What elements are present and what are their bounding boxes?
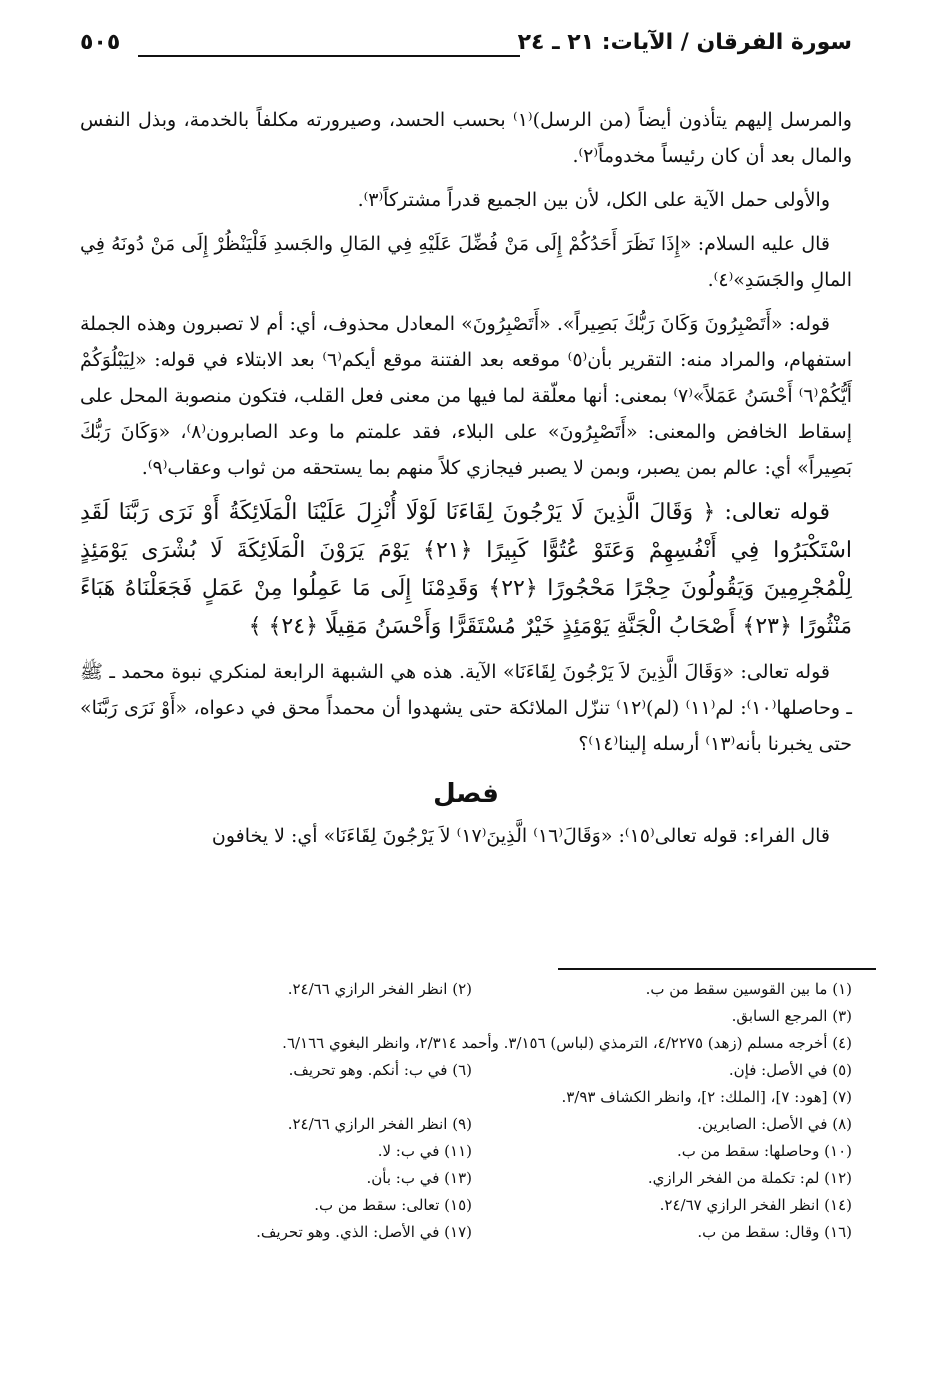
running-title: سورة الفرقان / الآيات: ٢١ ـ ٢٤ xyxy=(517,30,852,55)
footnote-row xyxy=(80,1061,852,1088)
footnote: (١٥) تعالى: سقط من ب. xyxy=(314,1196,472,1214)
footnote: (٧) [هود: ٧]، [الملك: ٢]، وانظر الكشاف ٣/٩٣. xyxy=(561,1088,852,1106)
quran-intro: قوله تعالى: xyxy=(724,500,831,525)
footnote: (١٧) في الأصل: الذي. وهو تحريف. xyxy=(256,1223,472,1241)
paragraph-4: قوله: «أَتَصْبِرُونَ وَكَانَ رَبُّكَ بَصِيراً». «أَتَصْبِرُونَ» المعادل محذوف، أي: أم لا تصبرون وهذه الجملة استفهام، والمراد منه: التقرير بأن⁽٥⁾ موقعه بعد الفتنة موقع أيكم⁽٦⁾ بعد الابتلاء في قوله: «لِيَبْلُوَكُمْ أَيُّكُمْ⁽٦⁾ أَحْسَنُ عَمَلاً»⁽٧⁾ بمعنى: أنها معلّقة لما فيها من معنى فعل القلب، فتكون منصوبة المحل على إسقاط الخافض والمعنى: «أَتَصْبِرُونَ» على البلاء، فقد علمتم ما وعد الصابرون⁽٨⁾، «وَكَانَ رَبُّكَ بَصِيراً» أي: عالم بمن يصبر، وبمن لا يصبر فيجازي كلاً منهم بما يستحقه من ثواب وعقاب⁽٩⁾. xyxy=(80,313,852,479)
page-number: ٥٠٥ xyxy=(80,30,121,55)
footnote: (٥) في الأصل: فإن. xyxy=(728,1061,852,1079)
footnote-row xyxy=(80,980,852,1007)
paragraph-7: قال الفراء: قوله تعالى⁽١٥⁾: «وَقَالَ⁽١٦⁾ الَّذِينَ⁽١٧⁾ لاَ يَرْجُونَ لِقَاءَنَا» أي: لا يخافون xyxy=(211,825,830,847)
paragraph-2: والأولى حمل الآية على الكل، لأن بين الجميع قدراً مشتركاً⁽٣⁾. xyxy=(357,189,830,211)
footnote-row xyxy=(80,1169,852,1196)
footnote: (١) ما بين القوسين سقط من ب. xyxy=(645,980,852,998)
footnote: (١٠) وحاصلها: سقط من ب. xyxy=(677,1142,852,1160)
header-rule xyxy=(138,55,520,57)
footnote: (١١) في ب: لا. xyxy=(377,1142,472,1160)
footnote-row xyxy=(80,1223,852,1250)
paragraph-1: والمرسل إليهم يتأذون أيضاً (من الرسل)⁽١⁾ بحسب الحسد، وصيرورته مكلفاً بالخدمة، وبذل النفس والمال بعد أن كان رئيساً مخدوماً⁽٢⁾. xyxy=(80,109,852,167)
footnote-row xyxy=(80,1115,852,1142)
section-heading: فصل xyxy=(433,779,499,809)
footnote: (١٦) وقال: سقط من ب. xyxy=(697,1223,852,1241)
paragraph-3: قال عليه السلام: «إِذَا نَظَرَ أَحَدُكُمْ إِلَى مَنْ فُضِّلَ عَلَيْهِ فِي المَالِ والجَسدِ فَلْيَنْظُرْ إِلَى مَنْ دُونَهُ فِي المالِ والجَسَدِ»⁽٤⁾. xyxy=(80,233,852,291)
main-text xyxy=(80,102,852,862)
footnote-row xyxy=(80,1196,852,1223)
footnote: (٢) انظر الفخر الرازي ٢٤/٦٦. xyxy=(287,980,472,998)
footnote: (٨) في الأصل: الصابرين. xyxy=(697,1115,852,1133)
footnote: (١٣) في ب: بأن. xyxy=(366,1169,472,1187)
footnote-row xyxy=(80,1142,852,1169)
paragraph-6: قوله تعالى: «وَقَالَ الَّذِينَ لاَ يَرْجُونَ لِقَاءَنَا» الآية. هذه هي الشبهة الرابعة لمنكري نبوة محمد ـ ﷺ ـ وحاصلها⁽١٠⁾: لم⁽١١⁾ (لم)⁽١٢⁾ تنزّل الملائكة حتى يشهدوا أن محمداً محق في دعواه، «أَوْ نَرَى رَبَّنَا» حتى يخبرنا بأنه⁽١٣⁾ أرسله إلينا⁽١٤⁾؟ xyxy=(80,661,853,755)
footnote: (١٢) لم: تكملة من الفخر الرازي. xyxy=(647,1169,852,1187)
footnote: (٦) في ب: أنكم. وهو تحريف. xyxy=(288,1061,472,1079)
footnote: (٣) المرجع السابق. xyxy=(731,1007,852,1025)
footnote: (٤) أخرجه مسلم (زهد) ٤/٢٢٧٥، الترمذي (لباس) ٣/١٥٦. وأحمد ٢/٣١٤، وانظر البغوي ٦/١٦٦. xyxy=(282,1034,852,1052)
page-header xyxy=(80,30,852,70)
quran-passage xyxy=(80,494,852,646)
footnote: (١٤) انظر الفخر الرازي ٢٤/٦٧. xyxy=(659,1196,852,1214)
footnote-separator xyxy=(558,968,876,970)
quran-verses: ﴿ وَقَالَ الَّذِينَ لَا يَرْجُونَ لِقَاءَنَا لَوْلَا أُنْزِلَ عَلَيْنَا الْمَلَائِكَةُ أَوْ نَرَى رَبَّنَا لَقَدِ اسْتَكْبَرُوا فِي أَنْفُسِهِمْ وَعَتَوْ عُتُوًّا كَبِيرًا ﴿٢١﴾ يَوْمَ يَرَوْنَ الْمَلَائِكَةَ لَا بُشْرَى يَوْمَئِذٍ لِلْمُجْرِمِينَ وَيَقُولُونَ حِجْرًا مَحْجُورًا ﴿٢٢﴾ وَقَدِمْنَا إِلَى مَا عَمِلُوا مِنْ عَمَلٍ فَجَعَلْنَاهُ هَبَاءً مَنْثُورًا ﴿٢٣﴾ أَصْحَابُ الْجَنَّةِ يَوْمَئِذٍ خَيْرٌ مُسْتَقَرًّا وَأَحْسَنُ مَقِيلًا ﴿٢٤﴾ ﴾ xyxy=(80,500,852,639)
footnote: (٩) انظر الفخر الرازي ٢٤/٦٦. xyxy=(287,1115,472,1133)
footnotes xyxy=(80,980,852,1250)
